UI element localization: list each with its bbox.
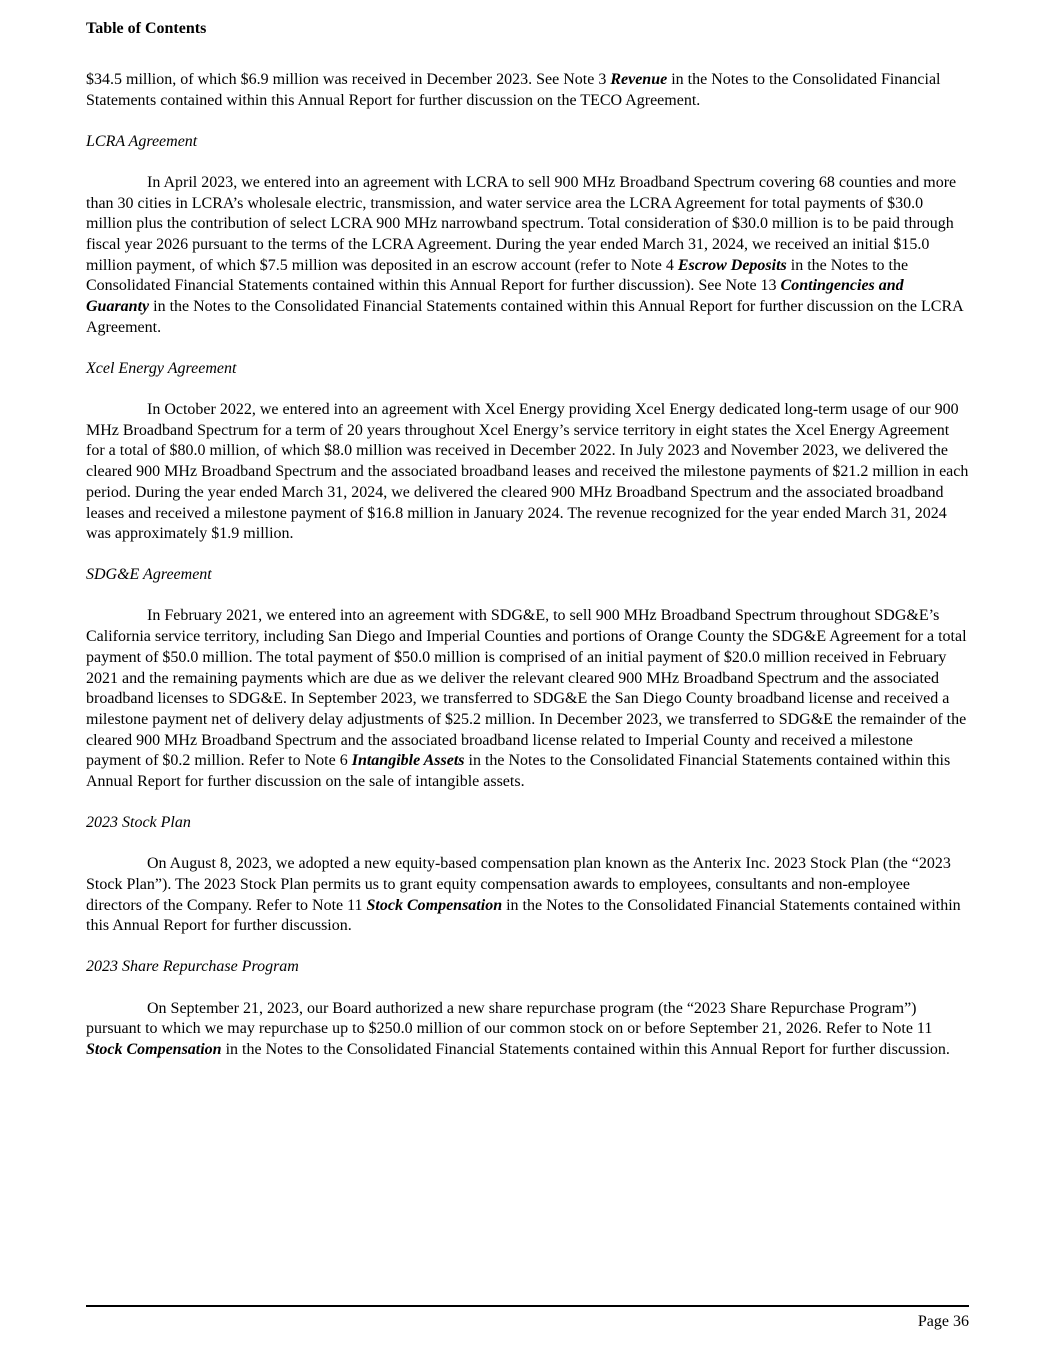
lcra-paragraph (86, 173, 969, 339)
footer-divider (86, 1305, 969, 1307)
note-reference-revenue: Revenue (610, 71, 668, 88)
table-of-contents-link[interactable]: Table of Contents (86, 20, 207, 37)
teco-continued-paragraph (86, 70, 969, 111)
text-run: in the Notes to the Consolidated Financial Statements contained within this Annual Report for further discussion on the TECO Agreement. (86, 71, 941, 109)
text-run: On August 8, 2023, we adopted a new equity-based compensation plan known as the Anterix Inc. 2023 Stock Plan (the “2023 Stock Plan”). The 2023 Stock Plan permits us to grant equity compensation awards to employees, consultants and non-employee directors of the Company. Refer to Note 11 (86, 855, 951, 914)
text-run: in the Notes to the Consolidated Financial Statements contained within this Annual Report for further discussion. (221, 1040, 950, 1058)
text-run: in the Notes to the Consolidated Financial Statements contained within this Annual Report for further discussion. (86, 896, 961, 935)
stock-plan-paragraph (86, 854, 969, 937)
section-heading-stock-plan: 2023 Stock Plan (86, 814, 191, 832)
section-heading-xcel: Xcel Energy Agreement (86, 359, 237, 377)
section-heading-sdge: SDG&E Agreement (86, 566, 212, 584)
document-body (86, 70, 969, 1081)
text-run: $34.5 million, of which $6.9 million was received in December 2023. See Note 3 (86, 71, 611, 88)
note-reference-escrow-deposits: Escrow Deposits (677, 256, 787, 274)
page-number: Page 36 (917, 1313, 969, 1330)
section-heading-lcra: LCRA Agreement (86, 132, 198, 150)
text-run: In October 2022, we entered into an agreement with Xcel Energy providing Xcel Energy dedicated long-term usage of our 900 MHz Broadband Spectrum for a term of 20 years throughout Xcel Energy’s service territory in eight states the Xcel Energy Agreement for a total of $80.0 million, of which $8.0 million was received in December 2022. In July 2023 and November 2023, we delivered the cleared 900 MHz Broadband Spectrum and the associated broadband leases and received the milestone payments of $21.2 million in each period. During the year ended March 31, 2024, we delivered the cleared 900 MHz Broadband Spectrum and the associated broadband leases and received a milestone payment of $16.8 million in January 2024. The revenue recognized for the year ended March 31, 2024 was approximately $1.9 million. (86, 401, 969, 543)
note-reference-stock-compensation: Stock Compensation (86, 1040, 222, 1058)
text-run: in the Notes to the Consolidated Financial Statements contained within this Annual Report for further discussion). See Note 13 (86, 256, 909, 295)
note-reference-intangible-assets: Intangible Assets (351, 752, 465, 770)
text-run: In April 2023, we entered into an agreement with LCRA to sell 900 MHz Broadband Spectrum covering 68 counties and more than 30 cities in LCRA’s wholesale electric, transmission, and water service area the LCRA Agreement for total payments of $30.0 million plus the contribution of select LCRA 900 MHz narrowband spectrum. Total consideration of $30.0 million is to be paid through fiscal year 2026 pursuant to the terms of the LCRA Agreement. During the year ended March 31, 2024, we received an initial $15.0 million payment, of which $7.5 million was deposited in an escrow account (refer to Note 4 (86, 173, 957, 274)
text-run: In February 2021, we entered into an agreement with SDG&E, to sell 900 MHz Broadband Spectrum throughout SDG&E’s California service territory, including San Diego and Imperial Counties and portions of Orange County the SDG&E Agreement for a total payment of $50.0 million. The total payment of $50.0 million is comprised of an initial payment of $20.0 million received in February 2021 and the remaining payments which are due as we deliver the relevant cleared 900 MHz Broadband Spectrum and the associated broadband licenses to SDG&E. In September 2023, we transferred to SDG&E the San Diego County broadband license and received a milestone payment net of delivery delay adjustments of $25.2 million. In December 2023, we transferred to SDG&E the remainder of the cleared 900 MHz Broadband Spectrum and the associated broadband license related to Imperial County and received a milestone payment of $0.2 million. Refer to Note 6 (86, 607, 967, 770)
note-reference-stock-compensation: Stock Compensation (366, 896, 503, 914)
note-reference-contingencies: Contingencies and Guaranty (86, 277, 904, 316)
text-run: in the Notes to the Consolidated Financial Statements contained within this Annual Report for further discussion on the LCRA Agreement. (86, 298, 963, 336)
text-run: in the Notes to the Consolidated Financial Statements contained within this Annual Report for further discussion on the sale of intangible assets. (86, 752, 951, 791)
section-heading-share-repurchase: 2023 Share Repurchase Program (86, 958, 299, 976)
xcel-paragraph (86, 400, 969, 545)
sdge-paragraph (86, 606, 969, 792)
share-repurchase-paragraph (86, 999, 969, 1061)
text-run: On September 21, 2023, our Board authorized a new share repurchase program (the “2023 Share Repurchase Program”) pursuant to which we may repurchase up to $250.0 million of our common stock on or before September 21, 2026. Refer to Note 11 (86, 999, 933, 1038)
